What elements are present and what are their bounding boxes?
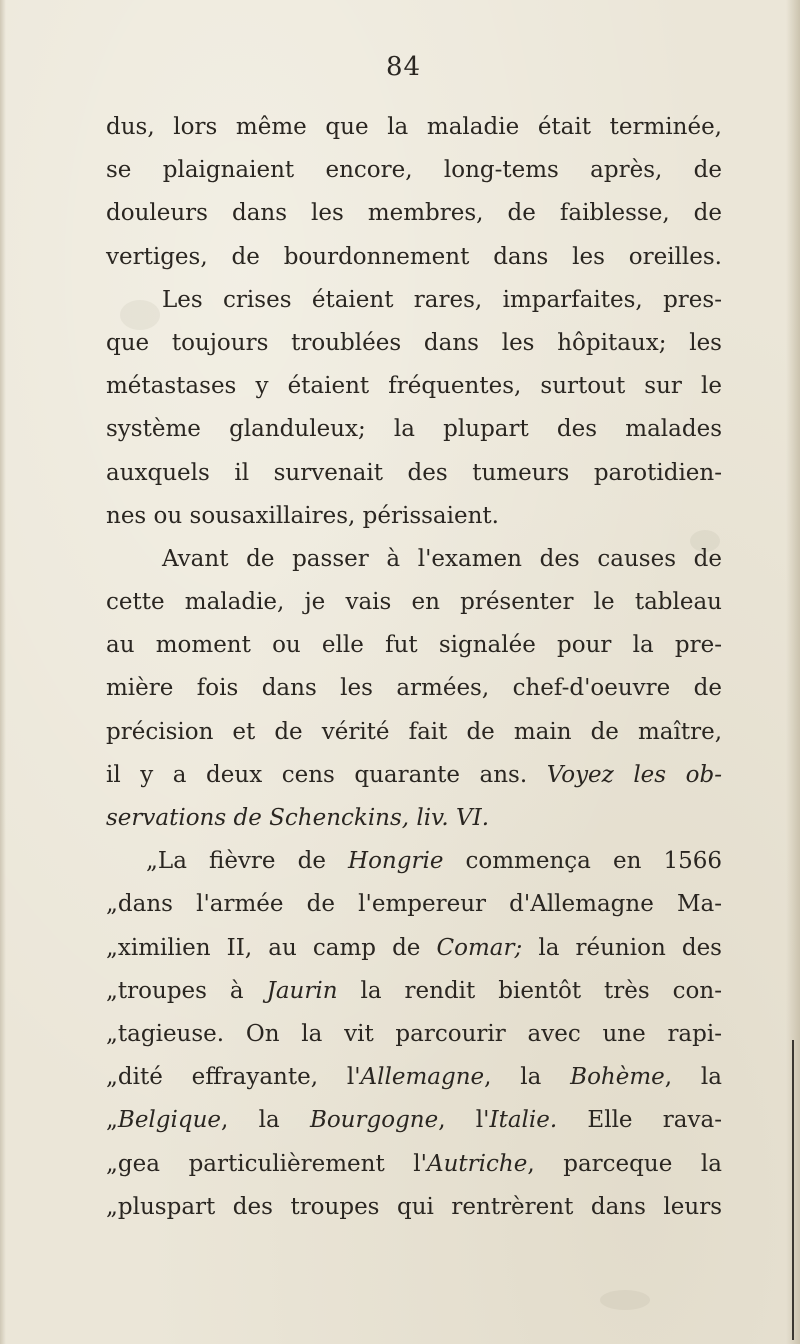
text-line [106,452,722,495]
text-segment: „dité effrayante, l' [106,1064,361,1091]
text-line [106,667,722,710]
text-line [106,236,722,279]
text-segment: „tagieuse. On la vit parcourir avec une rapi- [106,1020,722,1047]
italic-text: Belgique [117,1107,222,1134]
italic-text: Hongrie [348,848,444,875]
text-segment: , l' [438,1107,490,1134]
text-line [106,624,722,667]
text-segment: „troupes à [106,977,267,1004]
text-segment: douleurs dans les membres, de faiblesse, de [106,200,722,227]
text-line [106,1013,722,1056]
text-segment: dus, lors même que la maladie était terminée, [106,114,722,140]
text-line [106,365,722,408]
text-segment: cette maladie, je vais en présenter le tableau [106,589,722,616]
text-line [106,106,722,149]
text-line [106,1099,722,1142]
italic-text: Bohème [570,1064,665,1091]
text-line [106,754,722,797]
text-segment: la réunion des [522,934,722,961]
text-line [106,192,722,235]
text-segment: Avant de passer à l'examen des causes de [162,545,722,572]
binding-rule [792,1040,794,1340]
text-segment: , la [221,1107,310,1134]
text-segment: métastases y étaient fréquentes, surtout sur le [106,373,722,400]
text-line [106,970,722,1013]
text-segment: vertiges, de bourdonnement dans les oreilles. [106,243,722,270]
italic-text: Comar; [436,934,523,961]
text-segment: Les crises étaient rares, imparfaites, pres- [162,286,722,313]
text-line [106,927,722,970]
text-line [106,581,722,624]
italic-text: Voyez les ob- [546,761,722,788]
text-line [106,883,722,926]
text-line [106,279,722,322]
text-segment: se plaignaient encore, long-tems après, de [106,157,722,184]
text-line [106,1056,722,1099]
body-text [106,106,722,1229]
text-line [106,538,722,581]
text-segment: commença en 1566 [443,848,722,875]
text-line [106,711,722,754]
text-segment: , la [484,1064,571,1091]
text-segment: „La fièvre de [146,848,349,875]
text-line [106,1186,722,1229]
page-number: 84 [386,52,422,82]
italic-text: Allemagne [360,1064,485,1091]
text-line [106,495,722,538]
text-segment: „dans l'armée de l'empereur d'Allemagne Ma- [106,891,722,918]
text-segment: auxquels il survenait des tumeurs parotidien- [106,459,722,486]
italic-text: servations de Schenckins, liv. VI. [106,805,490,831]
text-segment: système glanduleux; la plupart des malades [106,416,722,443]
text-line [106,840,722,883]
text-segment: au moment ou elle fut signalée pour la pre- [106,632,722,659]
text-segment: il y a deux cens quarante ans. [106,761,547,788]
text-line [106,322,722,365]
italic-text: Bourgogne [309,1107,439,1134]
text-line [106,149,722,192]
text-segment: la rendit bientôt très con- [337,977,722,1004]
text-segment: „gea particulièrement l' [106,1150,427,1177]
text-segment: Elle rava- [557,1107,722,1134]
italic-text: Jaurin [266,977,338,1004]
text-line [106,1143,722,1186]
italic-text: Italie. [489,1107,558,1134]
paper-stain [600,1290,650,1310]
text-segment: , parceque la [527,1150,722,1177]
text-segment: mière fois dans les armées, chef-d'oeuvre de [106,675,722,702]
italic-text: Autriche [427,1150,528,1177]
text-segment: précision et de vérité fait de main de maître, [106,718,722,745]
text-segment: „ximilien II, au camp de [106,934,437,961]
text-segment: , la [664,1064,722,1091]
page-left-edge-shadow [0,0,6,1344]
text-segment: „ [106,1107,118,1134]
text-line [106,408,722,451]
text-segment: nes ou sousaxillaires, périssaient. [106,502,499,529]
text-segment: „pluspart des troupes qui rentrèrent dans leurs [106,1193,722,1220]
text-line [106,797,722,840]
text-segment: que toujours troublées dans les hôpitaux; les [106,329,722,356]
